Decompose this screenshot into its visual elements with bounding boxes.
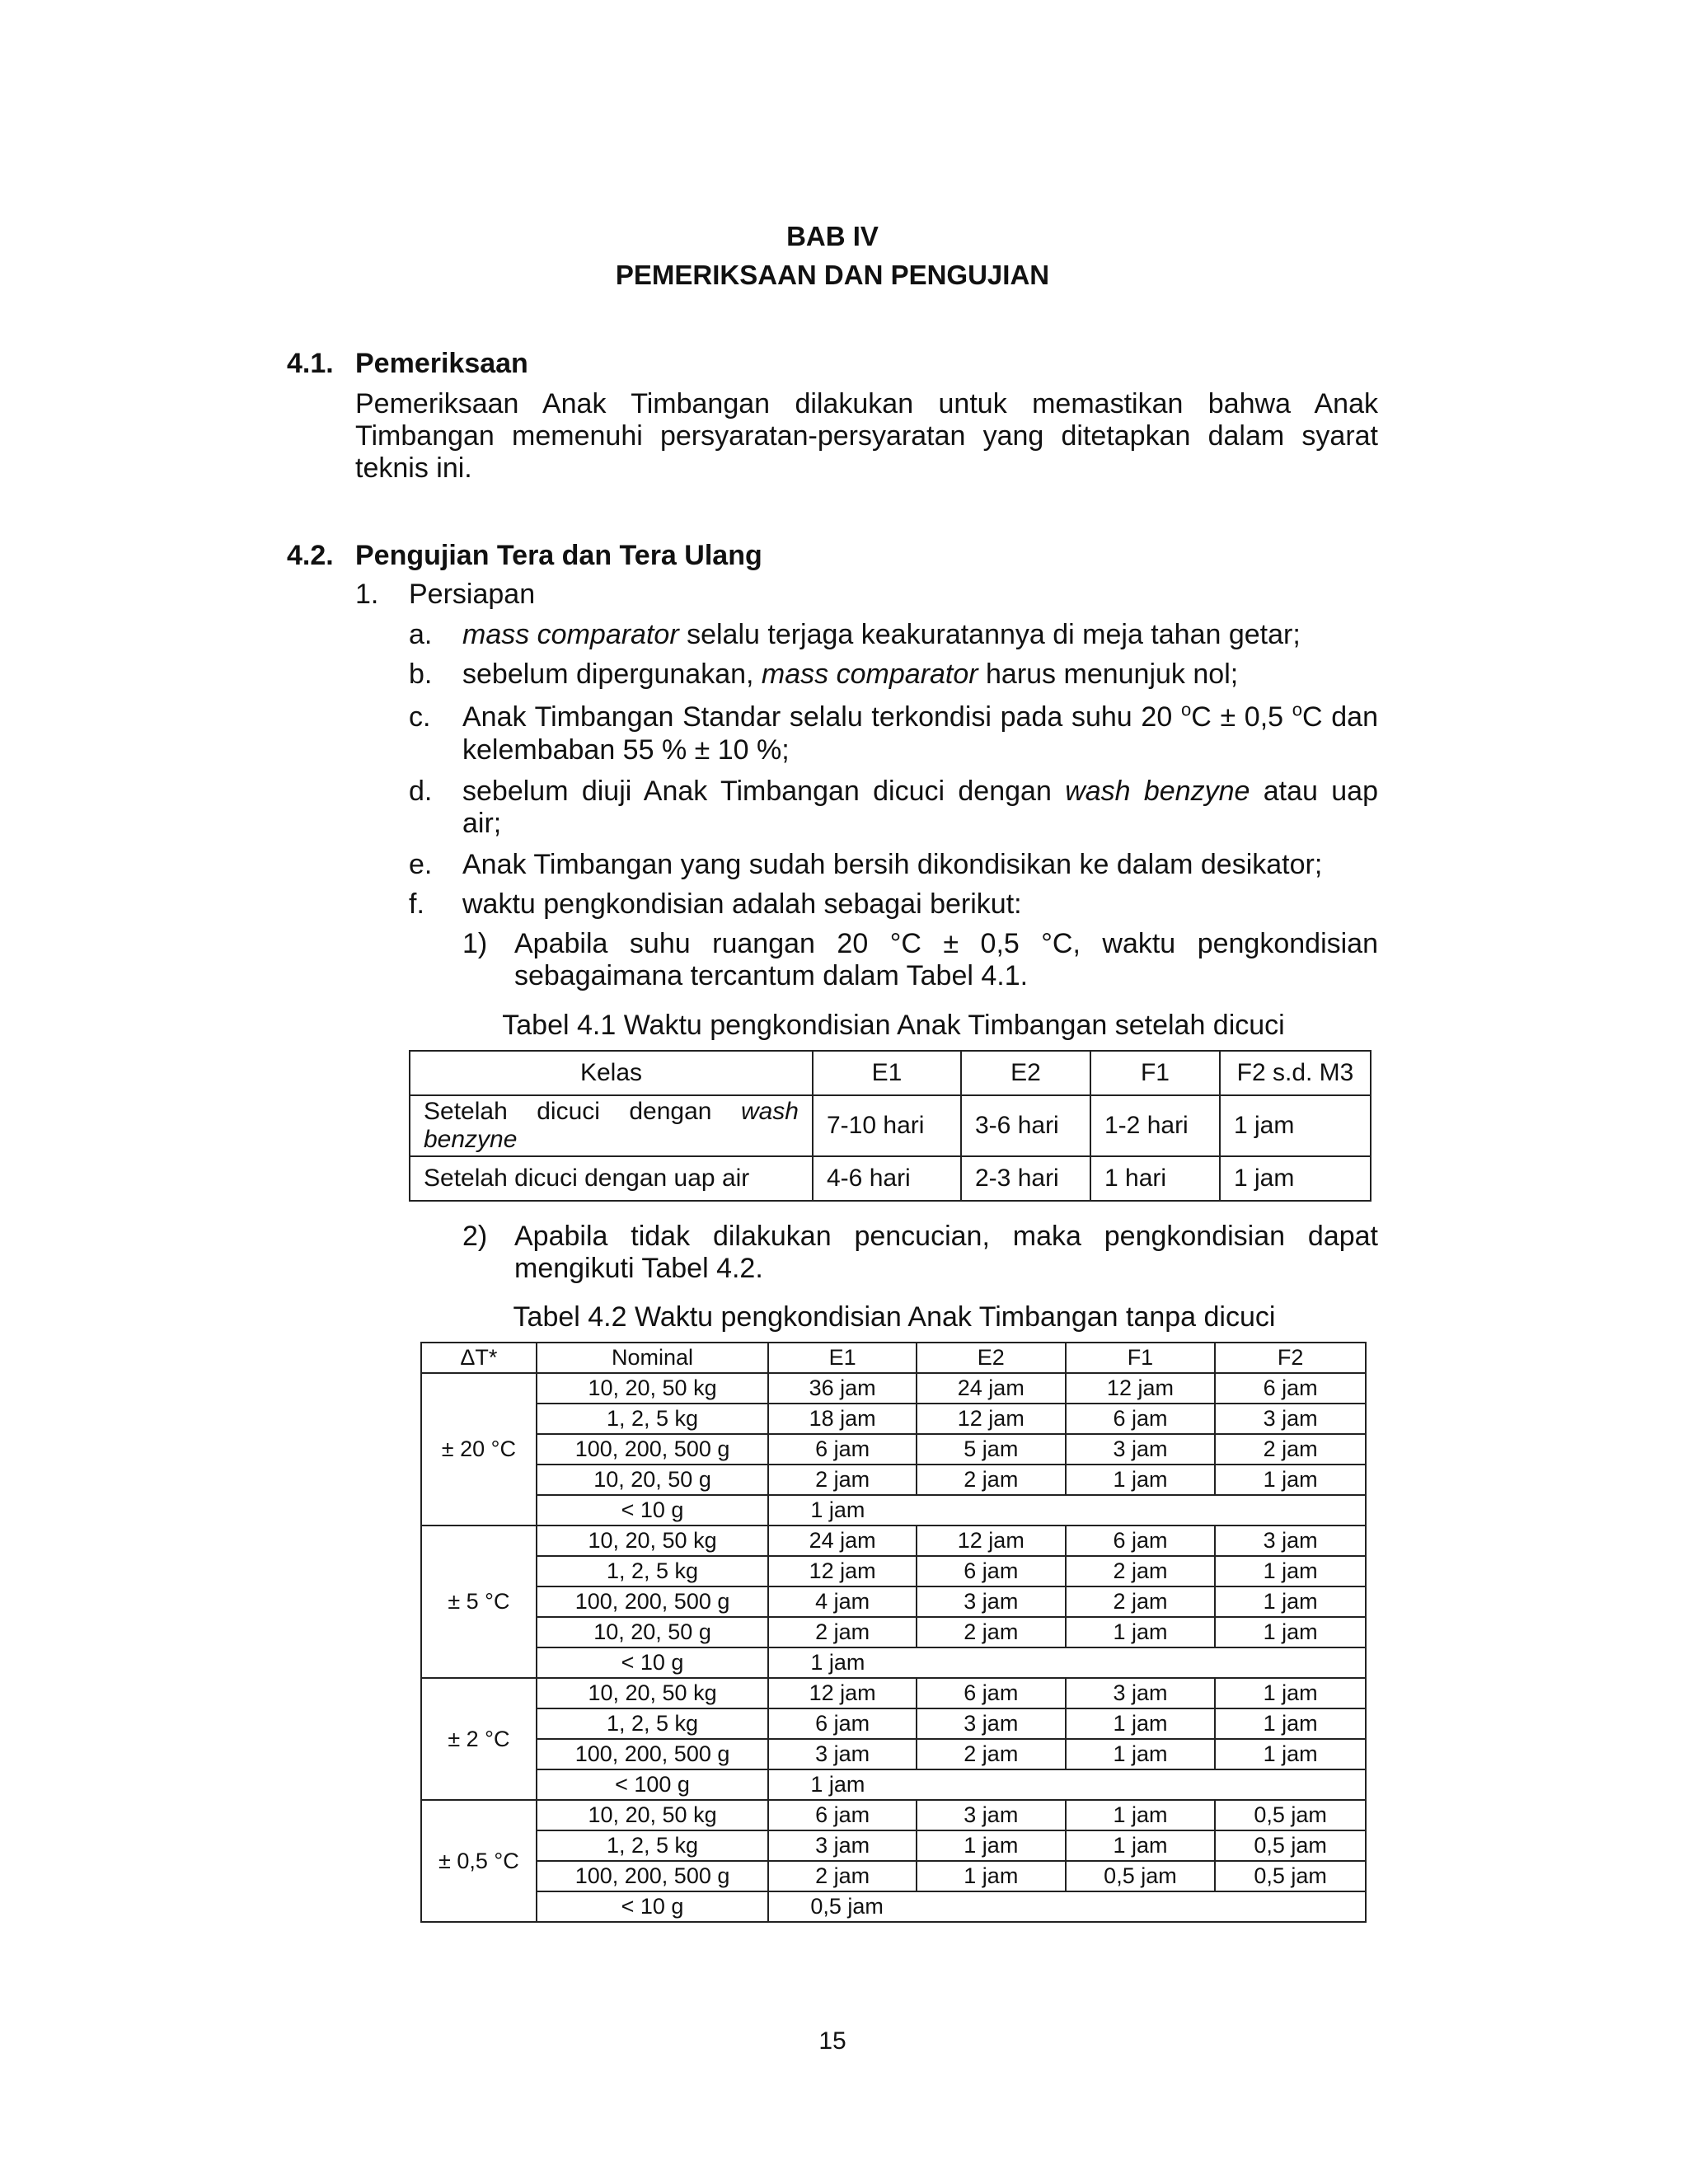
- item-c-sup-2: o: [1292, 699, 1303, 720]
- item-c-line-1: [462, 701, 1378, 733]
- table-4-2-row: [421, 1434, 1366, 1465]
- table-4-1-header-cell: F1: [1090, 1051, 1220, 1095]
- item-d-italic: wash benzyne: [1065, 776, 1250, 807]
- chapter-title: PEMERIKSAAN DAN PENGUJIAN: [615, 260, 1050, 290]
- value-cell: 4 jam: [768, 1586, 917, 1617]
- item-c-sup-1: o: [1180, 699, 1192, 720]
- section-title-4-2: Pengujian Tera dan Tera Ulang: [355, 540, 762, 571]
- value-cell: 1 jam: [1215, 1556, 1366, 1586]
- value-cell: 3 jam: [1215, 1526, 1366, 1556]
- item-d-start: sebelum diuji Anak Timbangan dicuci dengan: [462, 776, 1066, 807]
- table-4-2-header-cell: E1: [768, 1343, 917, 1373]
- value-cell: 6 jam: [1066, 1526, 1216, 1556]
- value-cell: 12 jam: [768, 1556, 917, 1586]
- section-number-4-1: 4.1.: [287, 348, 334, 379]
- value-cell: 0,5 jam: [1066, 1861, 1216, 1891]
- table-4-2-row: [421, 1800, 1366, 1830]
- table-4-2-header-cell: ΔT*: [421, 1343, 537, 1373]
- value-cell: 2 jam: [917, 1739, 1066, 1769]
- table-4-1-cell: 1 jam: [1220, 1095, 1371, 1156]
- table-4-1-header-cell: F2 s.d. M3: [1220, 1051, 1371, 1095]
- value-cell: 3 jam: [768, 1830, 917, 1861]
- section-4-1-line-1: Pemeriksaan Anak Timbangan dilakukan untuk memastikan bahwa Anak: [355, 388, 1378, 419]
- table-4-2-row: [421, 1373, 1366, 1404]
- nominal-cell: 10, 20, 50 kg: [537, 1526, 769, 1556]
- value-cell: 12 jam: [917, 1404, 1066, 1434]
- table-4-2-row: [421, 1891, 1366, 1922]
- nominal-cell: < 10 g: [537, 1495, 769, 1526]
- item-a-rest: selalu terjaga keakuratannya di meja tahan getar;: [678, 619, 1301, 650]
- item-c-part-2: C ± 0,5: [1191, 701, 1292, 733]
- value-cell: 3 jam: [1215, 1404, 1366, 1434]
- table-4-2-row: [421, 1465, 1366, 1495]
- value-cell: 1 jam: [1066, 1830, 1216, 1861]
- value-cell: 1 jam: [1066, 1465, 1216, 1495]
- step-number: 1.: [355, 579, 379, 610]
- item-f-text: waktu pengkondisian adalah sebagai berikut:: [462, 888, 1022, 920]
- value-cell: 1 jam: [1215, 1678, 1366, 1708]
- item-f-marker: f.: [409, 888, 424, 920]
- value-cell: 0,5 jam: [768, 1891, 1366, 1922]
- table-4-1-cell: 4-6 hari: [813, 1156, 961, 1201]
- value-cell: 12 jam: [768, 1678, 917, 1708]
- table-4-1-row-label: [410, 1095, 813, 1156]
- table-4-1-caption: Tabel 4.1 Waktu pengkondisian Anak Timbangan setelah dicuci: [502, 1010, 1285, 1041]
- table-4-1-cell: 1 jam: [1220, 1156, 1371, 1201]
- item-f1-line-2: sebagaimana tercantum dalam Tabel 4.1.: [514, 960, 1029, 991]
- table-4-1-row: [410, 1156, 1371, 1201]
- table-4-2-row: [421, 1708, 1366, 1739]
- delta-t-cell: ± 5 °C: [421, 1526, 537, 1678]
- table-4-2-row: [421, 1526, 1366, 1556]
- item-f1-marker: 1): [462, 928, 488, 959]
- value-cell: 1 jam: [917, 1830, 1066, 1861]
- item-f2-line-1: Apabila tidak dilakukan pencucian, maka pengkondisian dapat: [514, 1221, 1378, 1252]
- value-cell: 2 jam: [1215, 1434, 1366, 1465]
- value-cell: 3 jam: [768, 1739, 917, 1769]
- nominal-cell: 10, 20, 50 kg: [537, 1373, 769, 1404]
- value-cell: 3 jam: [917, 1586, 1066, 1617]
- table-4-1-cell: 2-3 hari: [961, 1156, 1090, 1201]
- label-italic: wash: [740, 1098, 799, 1125]
- item-f1-line-1: Apabila suhu ruangan 20 °C ± 0,5 °C, waktu pengkondisian: [514, 928, 1378, 959]
- nominal-cell: < 10 g: [537, 1647, 769, 1678]
- value-cell: 3 jam: [917, 1800, 1066, 1830]
- value-cell: 1 jam: [768, 1647, 1366, 1678]
- value-cell: 2 jam: [917, 1617, 1066, 1647]
- value-cell: 3 jam: [1066, 1434, 1216, 1465]
- item-a-italic: mass comparator: [462, 619, 679, 650]
- delta-t-cell: ± 20 °C: [421, 1373, 537, 1526]
- table-4-1-header-row: [410, 1051, 1371, 1095]
- value-cell: 2 jam: [917, 1465, 1066, 1495]
- section-title-4-1: Pemeriksaan: [355, 348, 528, 379]
- value-cell: 24 jam: [768, 1526, 917, 1556]
- value-cell: 12 jam: [917, 1526, 1066, 1556]
- item-d-line-1: [462, 775, 1378, 808]
- value-cell: 1 jam: [1066, 1617, 1216, 1647]
- section-4-1-line-2: Timbangan memenuhi persyaratan-persyaratan yang ditetapkan dalam syarat: [355, 420, 1378, 452]
- value-cell: 2 jam: [768, 1465, 917, 1495]
- table-4-2-row: [421, 1404, 1366, 1434]
- item-b-start: sebelum dipergunakan,: [462, 658, 762, 690]
- nominal-cell: 1, 2, 5 kg: [537, 1830, 769, 1861]
- item-d-rest: atau uap: [1250, 776, 1378, 807]
- nominal-cell: 100, 200, 500 g: [537, 1739, 769, 1769]
- table-4-2-row: [421, 1556, 1366, 1586]
- nominal-cell: 100, 200, 500 g: [537, 1861, 769, 1891]
- value-cell: 2 jam: [768, 1861, 917, 1891]
- value-cell: 6 jam: [917, 1678, 1066, 1708]
- item-d-marker: d.: [409, 776, 433, 807]
- table-4-2-header-cell: Nominal: [537, 1343, 769, 1373]
- value-cell: 1 jam: [1215, 1739, 1366, 1769]
- value-cell: 0,5 jam: [1215, 1830, 1366, 1861]
- value-cell: 1 jam: [1066, 1800, 1216, 1830]
- value-cell: 1 jam: [1066, 1708, 1216, 1739]
- value-cell: 18 jam: [768, 1404, 917, 1434]
- item-a-marker: a.: [409, 619, 433, 650]
- value-cell: 24 jam: [917, 1373, 1066, 1404]
- page-number: 15: [818, 2027, 846, 2055]
- item-e-text: Anak Timbangan yang sudah bersih dikondisikan ke dalam desikator;: [462, 849, 1323, 880]
- table-4-2: [420, 1342, 1367, 1923]
- item-d-line-2: air;: [462, 808, 502, 839]
- value-cell: 6 jam: [768, 1800, 917, 1830]
- nominal-cell: 10, 20, 50 kg: [537, 1800, 769, 1830]
- value-cell: 1 jam: [1215, 1465, 1366, 1495]
- table-4-1-row-label: Setelah dicuci dengan uap air: [410, 1156, 813, 1201]
- value-cell: 6 jam: [768, 1708, 917, 1739]
- table-4-2-header-cell: F1: [1066, 1343, 1216, 1373]
- table-4-2-header-row: [421, 1343, 1366, 1373]
- value-cell: 12 jam: [1066, 1373, 1216, 1404]
- value-cell: 1 jam: [1215, 1708, 1366, 1739]
- table-4-2-row: [421, 1739, 1366, 1769]
- nominal-cell: 1, 2, 5 kg: [537, 1708, 769, 1739]
- item-a-text: [462, 618, 1301, 651]
- item-c-line-2: kelembaban 55 % ± 10 %;: [462, 734, 790, 766]
- nominal-cell: < 10 g: [537, 1891, 769, 1922]
- table-4-1-cell: 1-2 hari: [1090, 1095, 1220, 1156]
- table-4-1-cell: 1 hari: [1090, 1156, 1220, 1201]
- table-4-2-row: [421, 1861, 1366, 1891]
- value-cell: 6 jam: [917, 1556, 1066, 1586]
- value-cell: 1 jam: [917, 1861, 1066, 1891]
- table-4-2-row: [421, 1495, 1366, 1526]
- item-c-marker: c.: [409, 701, 431, 733]
- value-cell: 3 jam: [917, 1708, 1066, 1739]
- value-cell: 36 jam: [768, 1373, 917, 1404]
- value-cell: 1 jam: [768, 1769, 1366, 1800]
- delta-t-cell: ± 0,5 °C: [421, 1800, 537, 1922]
- value-cell: 0,5 jam: [1215, 1800, 1366, 1830]
- nominal-cell: 100, 200, 500 g: [537, 1586, 769, 1617]
- value-cell: 1 jam: [1066, 1739, 1216, 1769]
- value-cell: 1 jam: [1215, 1617, 1366, 1647]
- nominal-cell: 10, 20, 50 g: [537, 1465, 769, 1495]
- table-4-2-row: [421, 1647, 1366, 1678]
- table-4-1-header-cell: Kelas: [410, 1051, 813, 1095]
- table-4-2-row: [421, 1617, 1366, 1647]
- item-e-marker: e.: [409, 849, 433, 880]
- value-cell: 1 jam: [1215, 1586, 1366, 1617]
- table-4-2-caption: Tabel 4.2 Waktu pengkondisian Anak Timbangan tanpa dicuci: [513, 1301, 1276, 1333]
- table-4-2-body: [421, 1343, 1366, 1922]
- nominal-cell: 10, 20, 50 g: [537, 1617, 769, 1647]
- value-cell: 6 jam: [1066, 1404, 1216, 1434]
- table-4-2-row: [421, 1830, 1366, 1861]
- nominal-cell: 100, 200, 500 g: [537, 1434, 769, 1465]
- table-4-1-cell: 7-10 hari: [813, 1095, 961, 1156]
- label-text: Setelah dicuci dengan: [424, 1098, 741, 1125]
- chapter-label: BAB IV: [786, 221, 879, 251]
- delta-t-cell: ± 2 °C: [421, 1678, 537, 1800]
- value-cell: 2 jam: [1066, 1586, 1216, 1617]
- table-4-2-header-cell: E2: [917, 1343, 1066, 1373]
- nominal-cell: 1, 2, 5 kg: [537, 1556, 769, 1586]
- section-number-4-2: 4.2.: [287, 540, 334, 571]
- nominal-cell: 10, 20, 50 kg: [537, 1678, 769, 1708]
- nominal-cell: < 100 g: [537, 1769, 769, 1800]
- item-f2-line-2: mengikuti Tabel 4.2.: [514, 1253, 763, 1284]
- value-cell: 2 jam: [1066, 1556, 1216, 1586]
- table-4-2-row: [421, 1678, 1366, 1708]
- section-4-1-line-3: teknis ini.: [355, 452, 472, 484]
- value-cell: 6 jam: [1215, 1373, 1366, 1404]
- value-cell: 5 jam: [917, 1434, 1066, 1465]
- label-italic-2: benzyne: [424, 1126, 518, 1153]
- table-4-2-row: [421, 1769, 1366, 1800]
- item-b-italic: mass comparator: [761, 658, 978, 690]
- value-cell: 1 jam: [768, 1495, 1366, 1526]
- table-4-1-row-label-line-2: [424, 1126, 799, 1154]
- value-cell: 6 jam: [768, 1434, 917, 1465]
- table-4-2-row: [421, 1586, 1366, 1617]
- value-cell: 3 jam: [1066, 1678, 1216, 1708]
- step-title: Persiapan: [409, 579, 536, 610]
- item-c-part-1: Anak Timbangan Standar selalu terkondisi pada suhu 20: [462, 701, 1181, 733]
- table-4-1: [409, 1050, 1372, 1202]
- table-4-1-header-cell: E2: [961, 1051, 1090, 1095]
- item-c-part-3: C dan: [1302, 701, 1378, 733]
- nominal-cell: 1, 2, 5 kg: [537, 1404, 769, 1434]
- table-4-1-row: [410, 1095, 1371, 1156]
- table-4-1-cell: 3-6 hari: [961, 1095, 1090, 1156]
- item-f2-marker: 2): [462, 1221, 488, 1252]
- value-cell: 0,5 jam: [1215, 1861, 1366, 1891]
- item-b-text: [462, 658, 1238, 691]
- value-cell: 2 jam: [768, 1617, 917, 1647]
- item-b-rest: harus menunjuk nol;: [978, 658, 1239, 690]
- table-4-2-header-cell: F2: [1215, 1343, 1366, 1373]
- table-4-1-row-label-line-1: [424, 1098, 799, 1126]
- item-b-marker: b.: [409, 658, 433, 690]
- table-4-1-header-cell: E1: [813, 1051, 961, 1095]
